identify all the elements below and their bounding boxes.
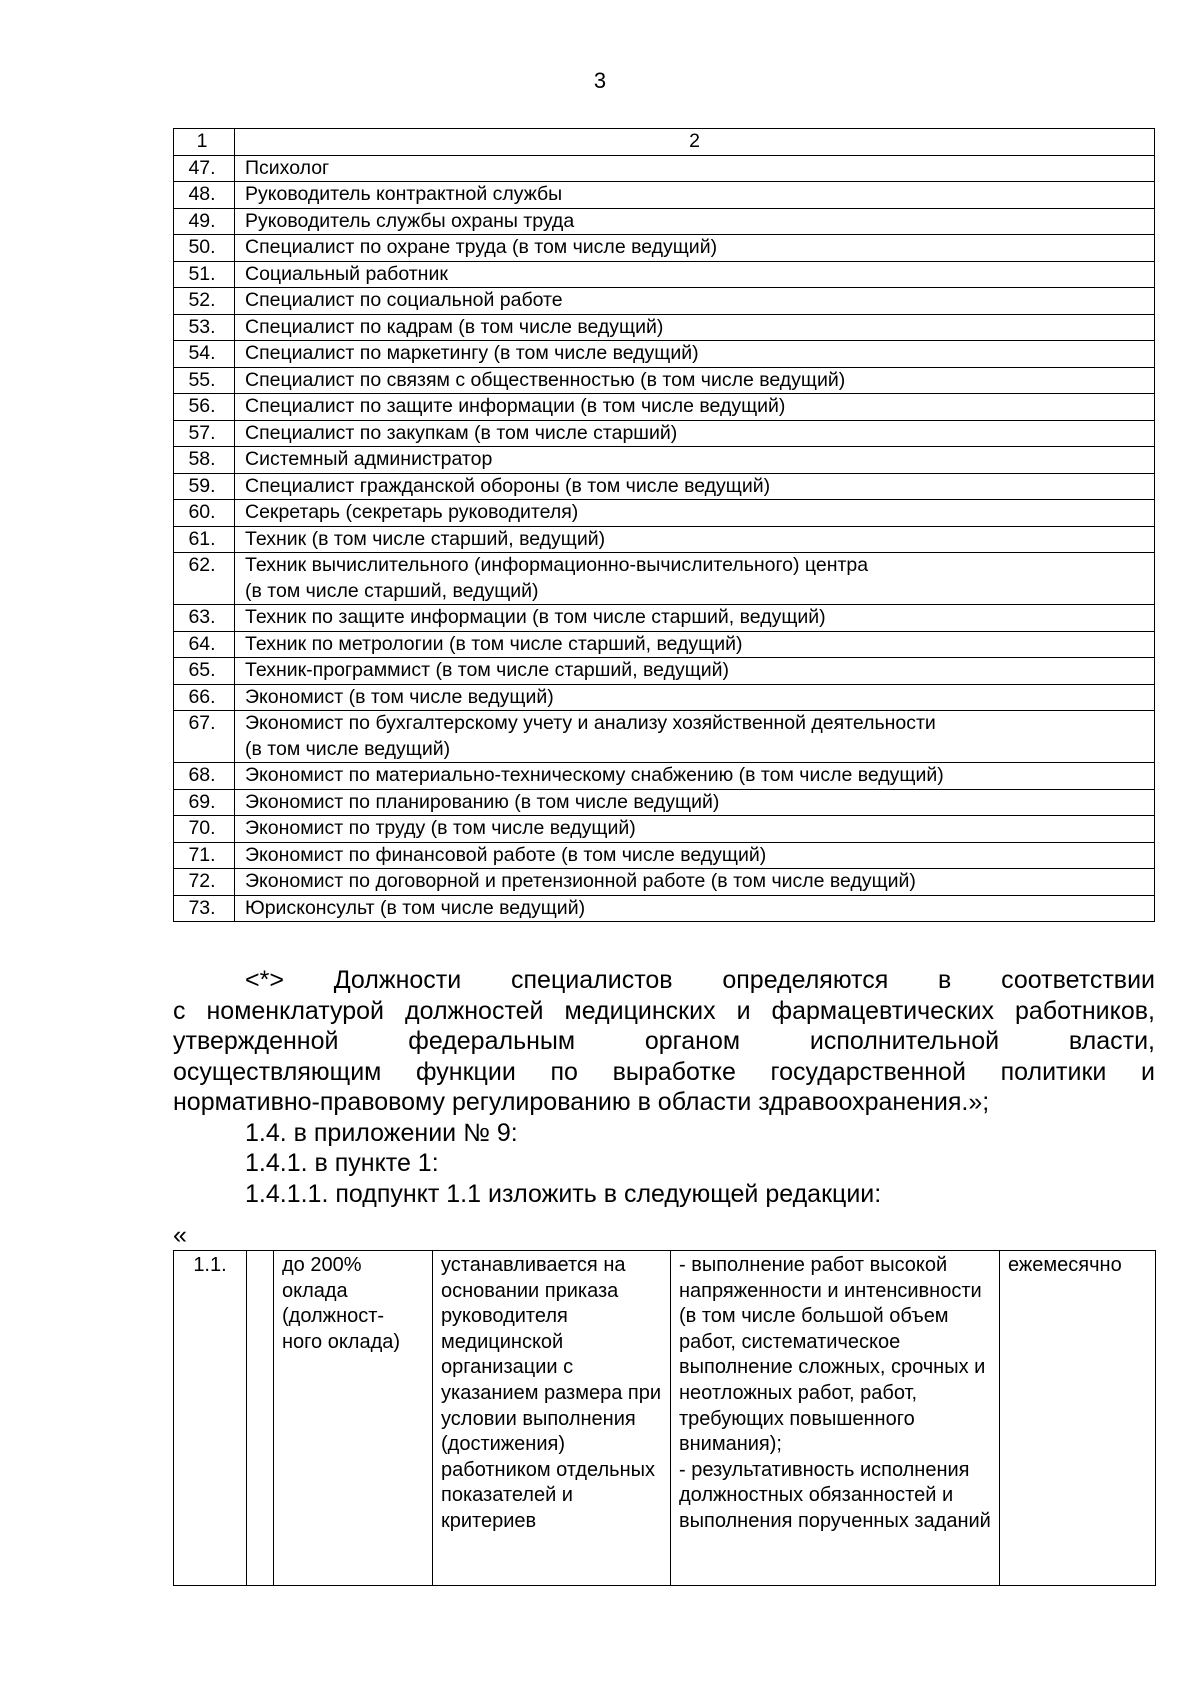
position-name-line: Секретарь (секретарь руководителя) xyxy=(245,501,579,523)
position-name xyxy=(235,314,1155,341)
position-name-line: Психолог xyxy=(245,156,330,179)
bonus-criteria-2: - результативность исполнения должностных обязанностей и выполнения порученных заданий xyxy=(679,1458,991,1532)
position-name xyxy=(235,208,1155,235)
position-name xyxy=(235,816,1155,843)
row-number: 72. xyxy=(174,869,235,896)
position-name xyxy=(235,684,1155,711)
table-row xyxy=(174,526,1155,553)
position-name xyxy=(235,763,1155,790)
position-name xyxy=(235,261,1155,288)
row-number: 69. xyxy=(174,789,235,816)
row-number: 57. xyxy=(174,420,235,447)
row-number: 60. xyxy=(174,500,235,527)
position-name xyxy=(235,288,1155,315)
table-row xyxy=(174,447,1155,474)
position-name-line: Специалист по закупкам (в том числе старший) xyxy=(245,421,678,444)
row-number: 59. xyxy=(174,473,235,500)
table-row xyxy=(174,500,1155,527)
amendment-item-1-4-1: 1.4.1. в пункте 1: xyxy=(245,1149,439,1177)
row-number: 49. xyxy=(174,208,235,235)
row-number: 73. xyxy=(174,895,235,922)
row-number: 51. xyxy=(174,261,235,288)
row-number: 66. xyxy=(174,684,235,711)
row-number: 62. xyxy=(174,553,235,605)
footnote-line: нормативно-правовому регулированию в области здравоохранения.»; xyxy=(173,1088,990,1116)
bonus-table-row xyxy=(174,1251,1156,1586)
position-name xyxy=(235,155,1155,182)
row-number: 64. xyxy=(174,631,235,658)
header-col-2: 2 xyxy=(235,129,1155,156)
position-name-line: Техник (в том числе старший, ведущий) xyxy=(245,527,606,550)
position-name xyxy=(235,447,1155,474)
position-name-line: Экономист по договорной и претензионной работе (в том числе ведущий) xyxy=(245,870,916,892)
bonus-amount: до 200% оклада (должност-ного оклада) xyxy=(274,1251,433,1586)
position-name-line: (в том числе старший, ведущий) xyxy=(245,579,539,602)
table-row xyxy=(174,763,1155,790)
position-name xyxy=(235,895,1155,922)
footnote-paragraph xyxy=(173,965,1155,1118)
position-name-line: Руководитель службы охраны труда xyxy=(245,209,575,232)
position-name-line: Системный администратор xyxy=(245,448,493,470)
bonus-empty-cell xyxy=(247,1251,274,1586)
position-name xyxy=(235,869,1155,896)
row-number: 68. xyxy=(174,763,235,790)
row-number: 63. xyxy=(174,605,235,632)
bonus-table xyxy=(173,1250,1156,1586)
amendment-item-1-4-1-1: 1.4.1.1. подпункт 1.1 изложить в следующей редакции: xyxy=(245,1180,882,1208)
position-name-line: Специалист по кадрам (в том числе ведущий) xyxy=(245,315,664,338)
position-name-line: Экономист по труду (в том числе ведущий) xyxy=(245,817,636,839)
table-row xyxy=(174,341,1155,368)
table-row xyxy=(174,288,1155,315)
bonus-basis: устанавливается на основании приказа руководителя медицинской организации с указанием размера при условии выполнения (достижения) работником отдельных показателей и критериев xyxy=(433,1251,671,1586)
table-row xyxy=(174,553,1155,605)
position-name xyxy=(235,394,1155,421)
table-row xyxy=(174,658,1155,685)
position-name-line: Экономист (в том числе ведущий) xyxy=(245,685,554,708)
table-row xyxy=(174,895,1155,922)
opening-quote: « xyxy=(173,1221,187,1249)
position-name xyxy=(235,605,1155,632)
footnote-line: осуществляющим функции по выработке государственной политики и xyxy=(173,1057,1155,1086)
position-name-line: Социальный работник xyxy=(245,262,448,285)
amendment-item-1-4: 1.4. в приложении № 9: xyxy=(245,1119,518,1147)
position-name xyxy=(235,711,1155,763)
row-number: 48. xyxy=(174,182,235,209)
position-name xyxy=(235,500,1155,527)
row-number: 65. xyxy=(174,658,235,685)
table-row xyxy=(174,261,1155,288)
table-row xyxy=(174,208,1155,235)
row-number: 53. xyxy=(174,314,235,341)
row-number: 55. xyxy=(174,367,235,394)
position-name-line: Юрисконсульт (в том числе ведущий) xyxy=(245,896,586,919)
position-name xyxy=(235,789,1155,816)
row-number: 54. xyxy=(174,341,235,368)
position-name-line: Руководитель контрактной службы xyxy=(245,183,563,205)
table-row xyxy=(174,235,1155,262)
position-name xyxy=(235,420,1155,447)
position-name xyxy=(235,341,1155,368)
table-row xyxy=(174,420,1155,447)
position-name-line: Специалист по маркетингу (в том числе ведущий) xyxy=(245,342,699,364)
row-number: 52. xyxy=(174,288,235,315)
position-name-line: Специалист по связям с общественностью (в том числе ведущий) xyxy=(245,368,846,391)
page-number: 3 xyxy=(593,68,607,93)
table-row xyxy=(174,684,1155,711)
position-name-line: Экономист по финансовой работе (в том числе ведущий) xyxy=(245,843,767,866)
row-number: 70. xyxy=(174,816,235,843)
footnote-line: утвержденной федеральным органом исполнительной власти, xyxy=(173,1027,1155,1055)
footnote-line: с номенклатурой должностей медицинских и фармацевтических работников, xyxy=(173,996,1155,1025)
table-row xyxy=(174,605,1155,632)
bonus-periodicity: ежемесячно xyxy=(1000,1251,1156,1586)
position-name xyxy=(235,367,1155,394)
table-row xyxy=(174,711,1155,763)
position-name-line: Техник вычислительного (информационно-вычислительного) центра xyxy=(245,554,869,576)
table-row xyxy=(174,816,1155,843)
row-number: 67. xyxy=(174,711,235,763)
position-name-line: Техник по метрологии (в том числе старший, ведущий) xyxy=(245,632,743,655)
position-name-line: Экономист по бухгалтерскому учету и анализу хозяйственной деятельности xyxy=(245,712,936,734)
position-name xyxy=(235,553,1155,605)
row-number: 71. xyxy=(174,842,235,869)
header-col-1: 1 xyxy=(174,129,235,156)
table-row xyxy=(174,314,1155,341)
position-name-line: Специалист гражданской обороны (в том числе ведущий) xyxy=(245,474,771,497)
row-number: 56. xyxy=(174,394,235,421)
position-name-line: Экономист по материально-техническому снабжению (в том числе ведущий) xyxy=(245,764,944,786)
position-name xyxy=(235,842,1155,869)
position-name-line: Специалист по социальной работе xyxy=(245,289,563,311)
position-name xyxy=(235,658,1155,685)
position-name-line: Специалист по защите информации (в том числе ведущий) xyxy=(245,395,786,417)
bonus-criteria-1: - выполнение работ высокой напряженности и интенсивности (в том числе большой объем работ, систематическое выполнение сложных, срочных и неотложных работ, работ, требующих повышенного внимания); xyxy=(679,1254,986,1456)
position-name-line: Техник по защите информации (в том числе старший, ведущий) xyxy=(245,606,826,628)
position-name xyxy=(235,631,1155,658)
position-name-line: Техник-программист (в том числе старший, ведущий) xyxy=(245,659,730,681)
row-number: 58. xyxy=(174,447,235,474)
table-row xyxy=(174,842,1155,869)
table-row xyxy=(174,631,1155,658)
position-name xyxy=(235,473,1155,500)
position-name xyxy=(235,526,1155,553)
bonus-criteria xyxy=(671,1251,1000,1586)
row-number: 61. xyxy=(174,526,235,553)
row-number: 47. xyxy=(174,155,235,182)
row-number: 50. xyxy=(174,235,235,262)
position-name xyxy=(235,182,1155,209)
position-name-line: Экономист по планированию (в том числе ведущий) xyxy=(245,790,720,813)
table-row xyxy=(174,473,1155,500)
position-name-line: Специалист по охране труда (в том числе ведущий) xyxy=(245,236,718,258)
table-row xyxy=(174,155,1155,182)
position-name xyxy=(235,235,1155,262)
table-row xyxy=(174,182,1155,209)
table-row xyxy=(174,367,1155,394)
position-name-line: (в том числе ведущий) xyxy=(245,737,451,760)
positions-table xyxy=(173,128,1155,922)
positions-table-header xyxy=(174,129,1155,156)
table-row xyxy=(174,869,1155,896)
table-row xyxy=(174,789,1155,816)
bonus-item-number: 1.1. xyxy=(174,1251,247,1586)
footnote-line: <*> Должности специалистов определяются в соответствии xyxy=(245,966,1155,994)
table-row xyxy=(174,394,1155,421)
